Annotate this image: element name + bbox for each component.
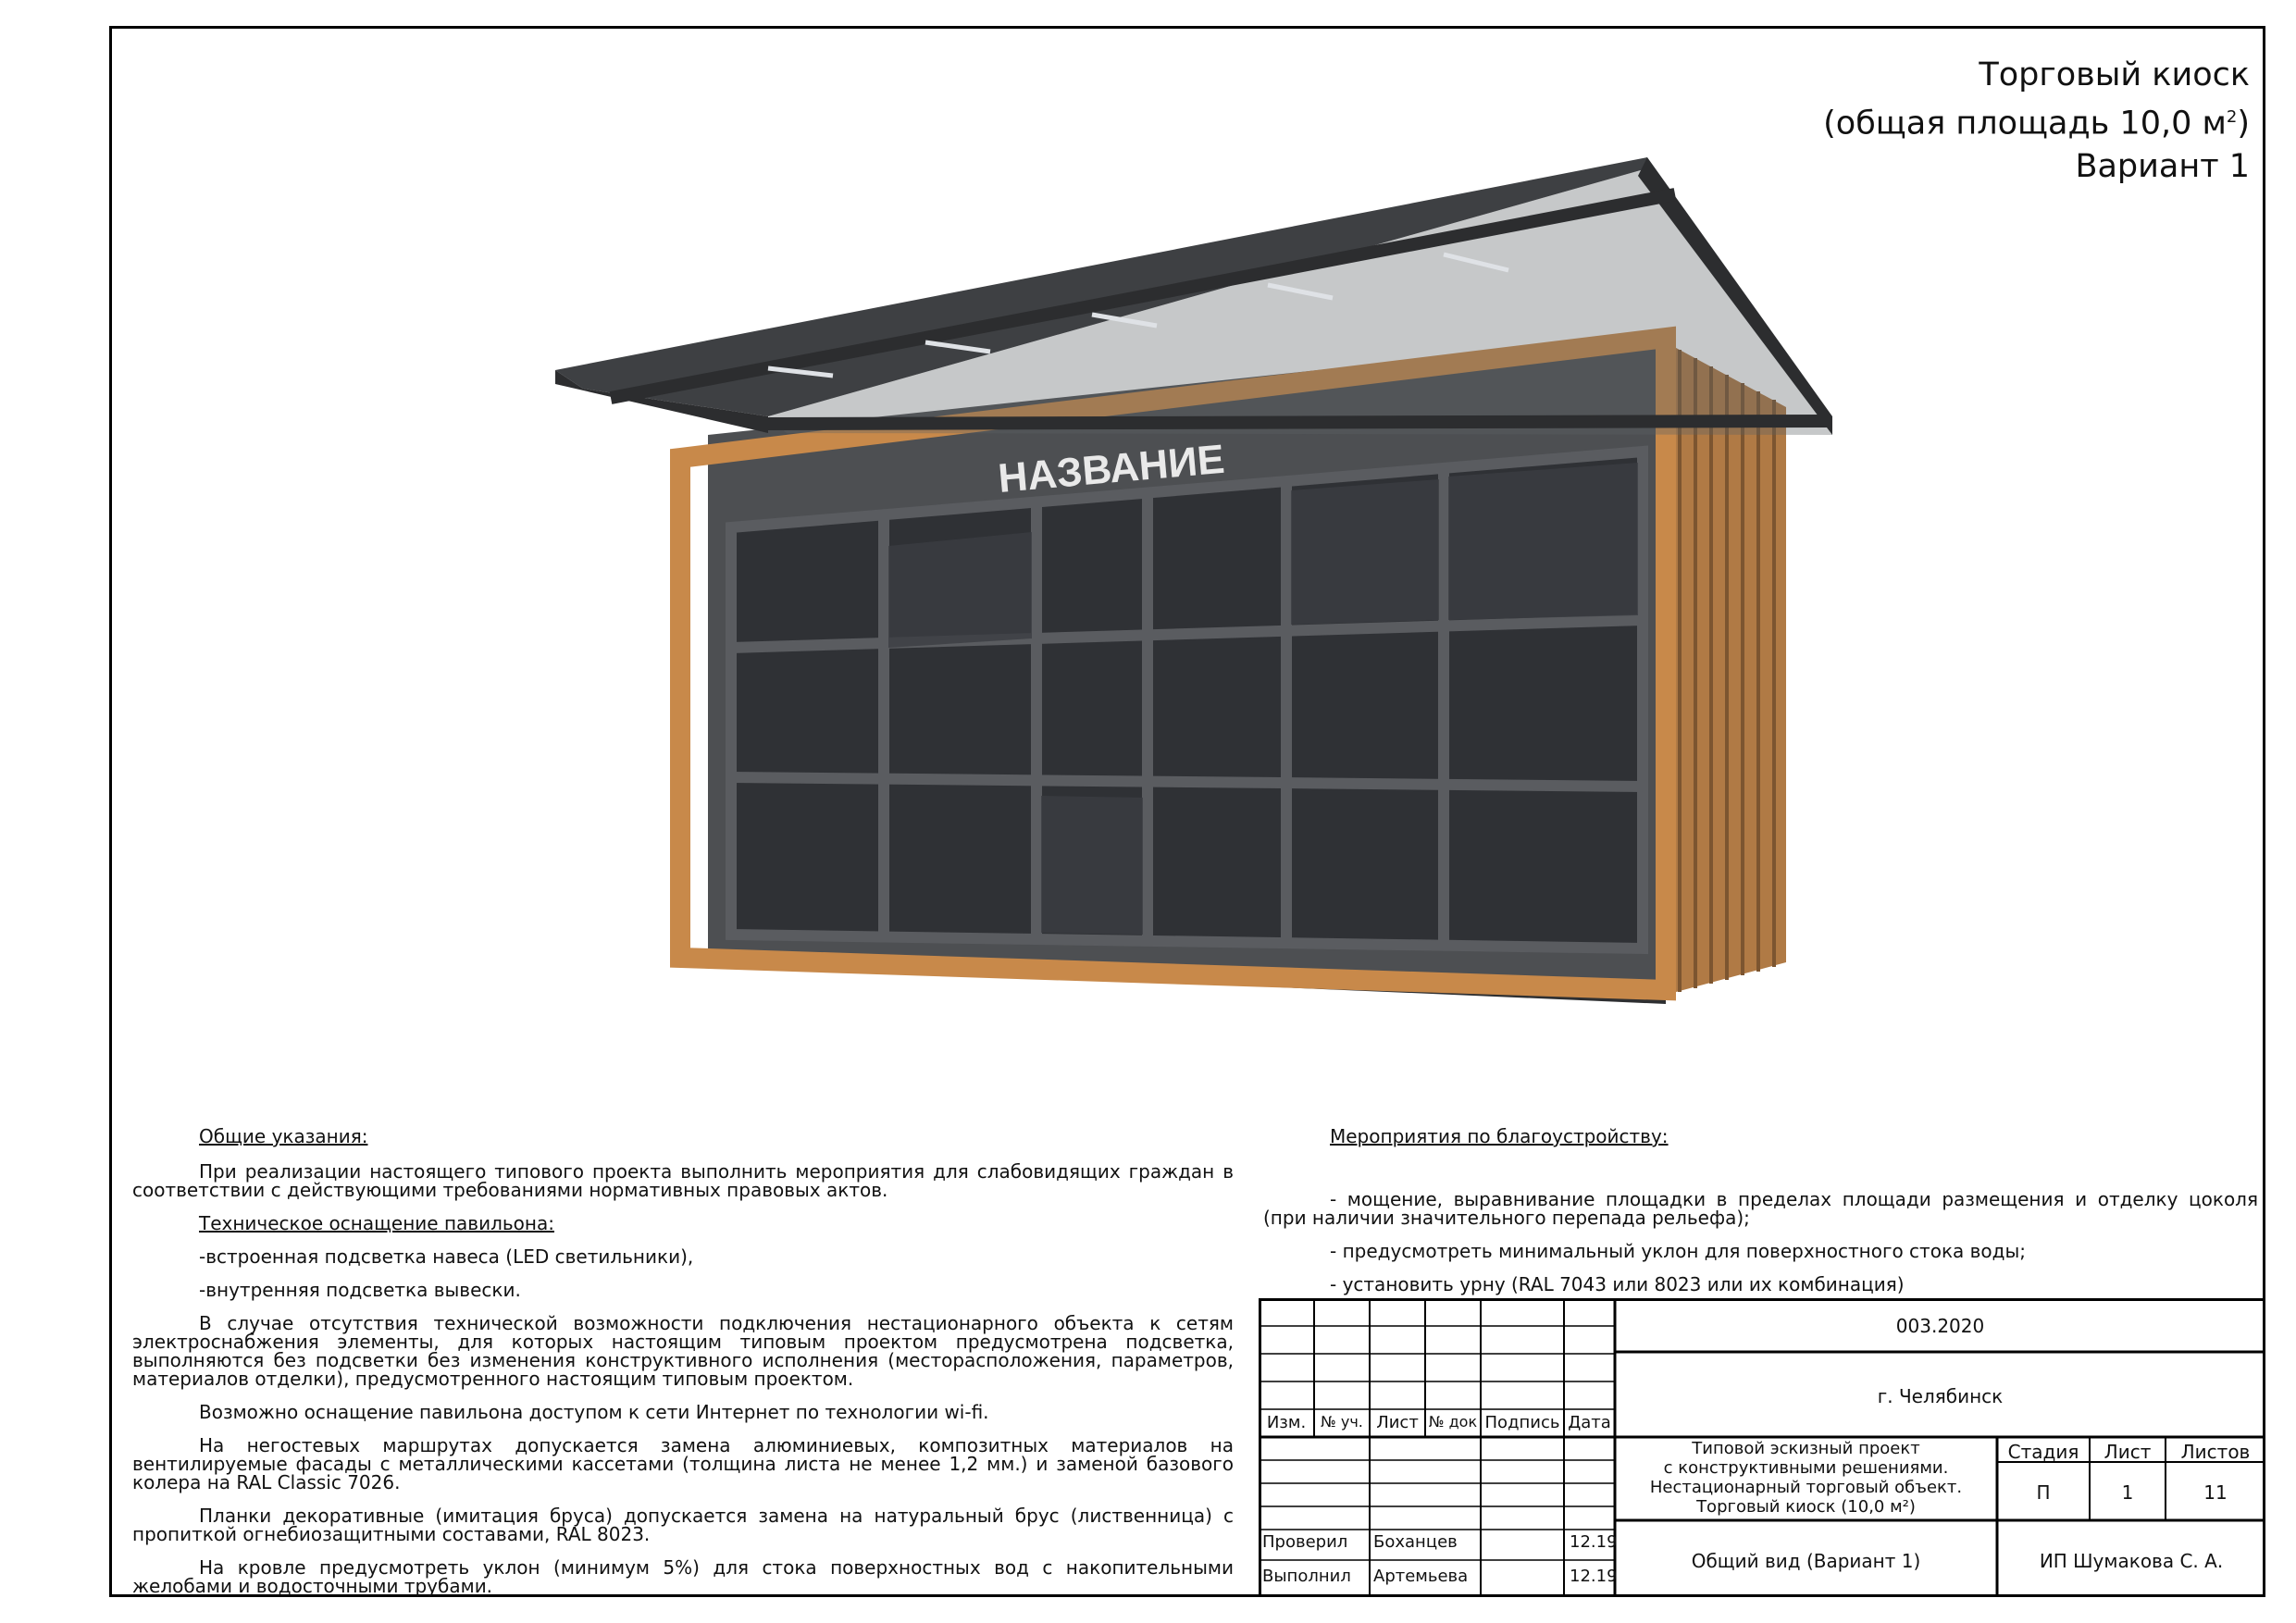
- title-line-2: (общая площадь 10,0 $м^2$): [1823, 105, 2250, 142]
- equipment-item-1: -встроенная подсветка навеса (LED светильники),: [199, 1245, 694, 1268]
- sheets-value: 11: [2203, 1481, 2228, 1504]
- general-notes-p3: Возможно оснащение павильона доступом к сети Интернет по технологии wi-fi.: [199, 1401, 989, 1423]
- general-notes-p5: Планки декоративные (имитация бруса) допускается замена на натуральный брус (лиственница) с пропиткой огнебиозащитными составами, RAL 8023.: [132, 1505, 1234, 1545]
- header-data: Дата: [1568, 1413, 1611, 1432]
- general-notes-p2: В случае отсутствия технической возможности подключения нестационарного объекта к сетям электроснабжения элементы, для которых настоящим типовым проектом предусмотрена подсветка, выполняются без подсветки без изменения конструктивного исполнения (месторасположения, параметров, материалов отделки), предусмотренного настоящим типовым проектом.: [132, 1312, 1234, 1390]
- made-date: 12.19: [1570, 1567, 1618, 1586]
- title-line-3: Вариант 1: [2075, 147, 2250, 185]
- sheet-title: [1823, 54, 2250, 188]
- stage-label: Стадия: [2007, 1441, 2079, 1463]
- doc-code: 003.2020: [1895, 1315, 1985, 1337]
- sheets-label: Листов: [2180, 1441, 2251, 1463]
- checked-date: 12.19: [1570, 1532, 1618, 1552]
- general-notes-p4: На негостевых маршрутах допускается замена алюминиевых, композитных материалов на вентилируемые фасады с металлическими кассетами (толщина листа не менее 1,2 мм.) и заменой базового колера на RAL Classic 7026.: [132, 1434, 1234, 1493]
- checked-name: Боханцев: [1373, 1532, 1458, 1552]
- header-list: Лист: [1376, 1413, 1419, 1432]
- company-name: ИП Шумакова С. А.: [2039, 1550, 2224, 1572]
- made-label: Выполнил: [1262, 1567, 1351, 1586]
- city: г. Челябинск: [1877, 1385, 2004, 1407]
- header-podpis: Подпись: [1484, 1413, 1560, 1432]
- general-notes-p6: На кровле предусмотреть уклон (минимум 5%) для стока поверхностных вод с накопительными желобами и водосточными трубами.: [132, 1556, 1234, 1597]
- landscaping-heading: Мероприятия по благоустройству:: [1330, 1125, 1669, 1147]
- general-notes-heading: Общие указания:: [199, 1125, 368, 1147]
- title-line-1: Торговый киоск: [1979, 56, 2250, 93]
- landscaping-item-2: - предусмотреть минимальный уклон для поверхностного стока воды;: [1330, 1240, 2027, 1262]
- general-notes: [132, 1127, 1234, 1610]
- general-notes-p1: При реализации настоящего типового проекта выполнить мероприятия для слабовидящих граждан в соответствии с действующими требованиями нормативных правовых актов.: [132, 1160, 1234, 1201]
- landscaping-item-3: - установить урну (RAL 7043 или 8023 или их комбинация): [1330, 1273, 1905, 1295]
- checked-label: Проверил: [1262, 1532, 1348, 1552]
- landscaping-item-1: - мощение, выравнивание площадки в пределах площади размещения и отделку цоколя (при наличии значительного перепада рельефа);: [1263, 1188, 2258, 1229]
- kiosk-sign: НАЗВАНИЕ: [996, 436, 1227, 502]
- header-izm: Изм.: [1266, 1413, 1307, 1432]
- roof-canopy: [555, 157, 1832, 435]
- sheet-label: Лист: [2104, 1441, 2152, 1463]
- equipment-heading: Техническое оснащение павильона:: [199, 1212, 554, 1234]
- project-description: Типовой эскизный проект с конструктивными решениями. Нестационарный торговый объект. Торговый киоск (10,0 м²): [1649, 1439, 1963, 1517]
- sheet-value: 1: [2121, 1481, 2134, 1504]
- drawing-name: Общий вид (Вариант 1): [1691, 1550, 1921, 1572]
- header-num-doc: № док: [1428, 1413, 1478, 1431]
- header-num-uch: № уч.: [1321, 1413, 1363, 1431]
- wood-slats: [1666, 342, 1786, 995]
- stage-value: П: [2036, 1481, 2051, 1504]
- made-name: Артемьева: [1373, 1567, 1469, 1586]
- kiosk-render: [555, 157, 1832, 1064]
- landscaping-notes: [1263, 1127, 2258, 1308]
- title-stamp: [1259, 1298, 2265, 1597]
- equipment-item-2: -внутренняя подсветка вывески.: [199, 1279, 521, 1301]
